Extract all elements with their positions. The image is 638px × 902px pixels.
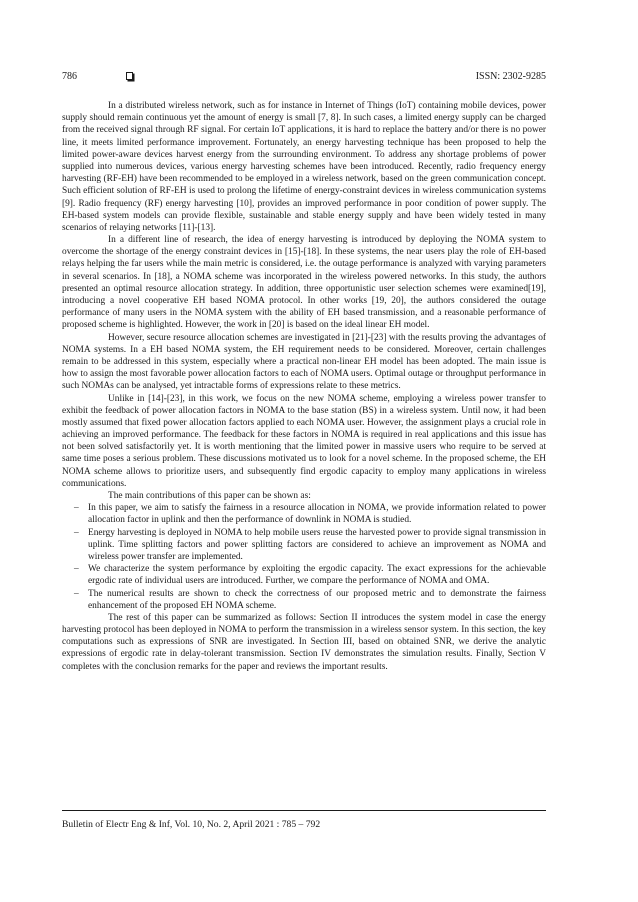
dash-bullet: –	[74, 527, 79, 538]
running-header	[62, 70, 546, 84]
list-item-text: We characterize the system performance by exploiting the ergodic capacity. The exact expressions for the achievable ergodic rate of individual users are introduced. Further, we compare the performance of NOMA and OMA.	[88, 564, 546, 587]
paragraph-contributions-intro: The main contributions of this paper can be shown as:	[108, 491, 311, 501]
square-box-icon	[126, 72, 133, 80]
body-text	[62, 100, 546, 673]
list-item-text: In this paper, we aim to satisfy the fairness in a resource allocation in NOMA, we provide information related to power allocation factor in uplink and then the performance of downlink in NOMA is studied.	[88, 503, 546, 526]
footer-divider	[62, 810, 546, 811]
paragraph-proposed-scheme: Unlike in [14]-[23], in this work, we focus on the new NOMA scheme, employing a wireless power transfer to exhibit the feedback of power allocation factors in NOMA to the base station (BS) in a wireless system. Until now, it had been mostly assumed that fixed power allocation factors applied to each NOMA user. However, the assignment plays a crucial role in achieving an improved performance. The feedback for these factors in NOMA is required in real applications and this issue has not been solved satisfactorily yet. It is worth mentioning that the limited power in massive users who require to be served at same time poses a serious problem. These discussions motivated us to look for a novel scheme. In the proposed scheme, the EH NOMA scheme allows to prioritize users, and subsequently find ergodic capacity to employ many applications in wireless communications.	[62, 393, 546, 489]
dash-bullet: –	[74, 564, 79, 575]
paragraph-secure-resource-allocation: However, secure resource allocation schemes are investigated in [21]-[23] with the results proving the advantages of NOMA systems. In a EH based NOMA system, the EH requirement needs to be considered. Moreover, certain challenges remain to be addressed in this system, especially where a practical non-linear EH model has been adopted. The main issue is how to assign the most favorable power allocation factors to each of NOMA users. Optimal outage or throughput performance in such NOMAs can be analysed, yet intractable forms of expressions relate to these metrics.	[62, 332, 546, 392]
list-item	[62, 527, 546, 564]
list-item	[62, 588, 546, 612]
list-item	[62, 502, 546, 526]
issn-label: ISSN: 2302-9285	[475, 71, 546, 82]
dash-bullet: –	[74, 588, 79, 599]
contributions-list	[62, 502, 546, 612]
paragraph-paper-organization: The rest of this paper can be summarized as follows: Section II introduces the system model in case the energy harvesting protocol has been deployed in NOMA to perform the transmission in a wireless sensor system. In this section, the key computations such as expressions of SNR are investigated. In Section III, based on obtained SNR, we derive the analytic expressions of ergodic rate in delay-tolerant transmission. Section IV demonstrates the simulation results. Finally, Section V completes with the conclusion remarks for the paper and reviews the important results.	[62, 612, 546, 672]
dash-bullet: –	[74, 503, 79, 514]
paragraph-noma-eh-research: In a different line of research, the idea of energy harvesting is introduced by deploying the NOMA system to overcome the shortage of the energy constraint devices in [15]-[18]. In these systems, the near users play the role of EH-based relays helping the far users while the main metric is considered, i.e. the outage performance is analyzed with varying parameters in several scenarios. In [18], a NOMA scheme was incorporated in the wireless powered networks. In this study, the authors presented an optimal resource allocation strategy. In addition, three opportunistic user selection schemes were examined[19], introducing a novel cooperative EH based NOMA protocol. In other works [19, 20], the authors considered the outage performance of many users in the NOMA system with the ability of EH based transmission, and a reasonable performance of proposed scheme is highlighted. However, the work in [20] is based on the ideal linear EH model.	[62, 235, 546, 331]
paragraph-energy-harvesting-intro: In a distributed wireless network, such as for instance in Internet of Things (IoT) containing mobile devices, power supply should remain continuous yet the amount of energy is small [7, 8]. In such cases, a limited energy supply can be charged from the received signal through RF signal. For certain IoT applications, it is hard to replace the battery and/or there is no power line, it meets limited performance improvement. Fortunately, an energy harvesting technique has been proposed to help the limited power-aware devices harvest energy from the surrounding environment. To address any shortage problems of power supplied into numerous devices, various energy harvesting schemes have been introduced. Recently, radio frequency energy harvesting (RF-EH) have been recommended to be employed in a wireless network, based on the green communication concept. Such efficient solution of RF-EH is used to prolong the lifetime of energy-constraint devices in wireless communication systems [9]. Radio frequency (RF) energy harvesting [10], provides an improved performance in poor condition of power supply. The EH-based system models can provide flexible, sustainable and stable energy supply and have been widely tested in many scenarios of relaying networks [11]-[13].	[62, 101, 546, 233]
footer-citation: Bulletin of Electr Eng & Inf, Vol. 10, No. 2, April 2021 : 785 – 792	[62, 819, 321, 830]
list-item-text: The numerical results are shown to check the correctness of our proposed metric and to demonstrate the fairness enhancement of the proposed EH NOMA scheme.	[88, 588, 546, 611]
list-item	[62, 563, 546, 587]
list-item-text: Energy harvesting is deployed in NOMA to help mobile users reuse the harvested power to provide signal transmission in uplink. Time splitting factors and power splitting factors are considered to achieve an improvement as NOMA and wireless power transfer are implemented.	[88, 527, 546, 562]
page-number: 786	[62, 71, 77, 82]
